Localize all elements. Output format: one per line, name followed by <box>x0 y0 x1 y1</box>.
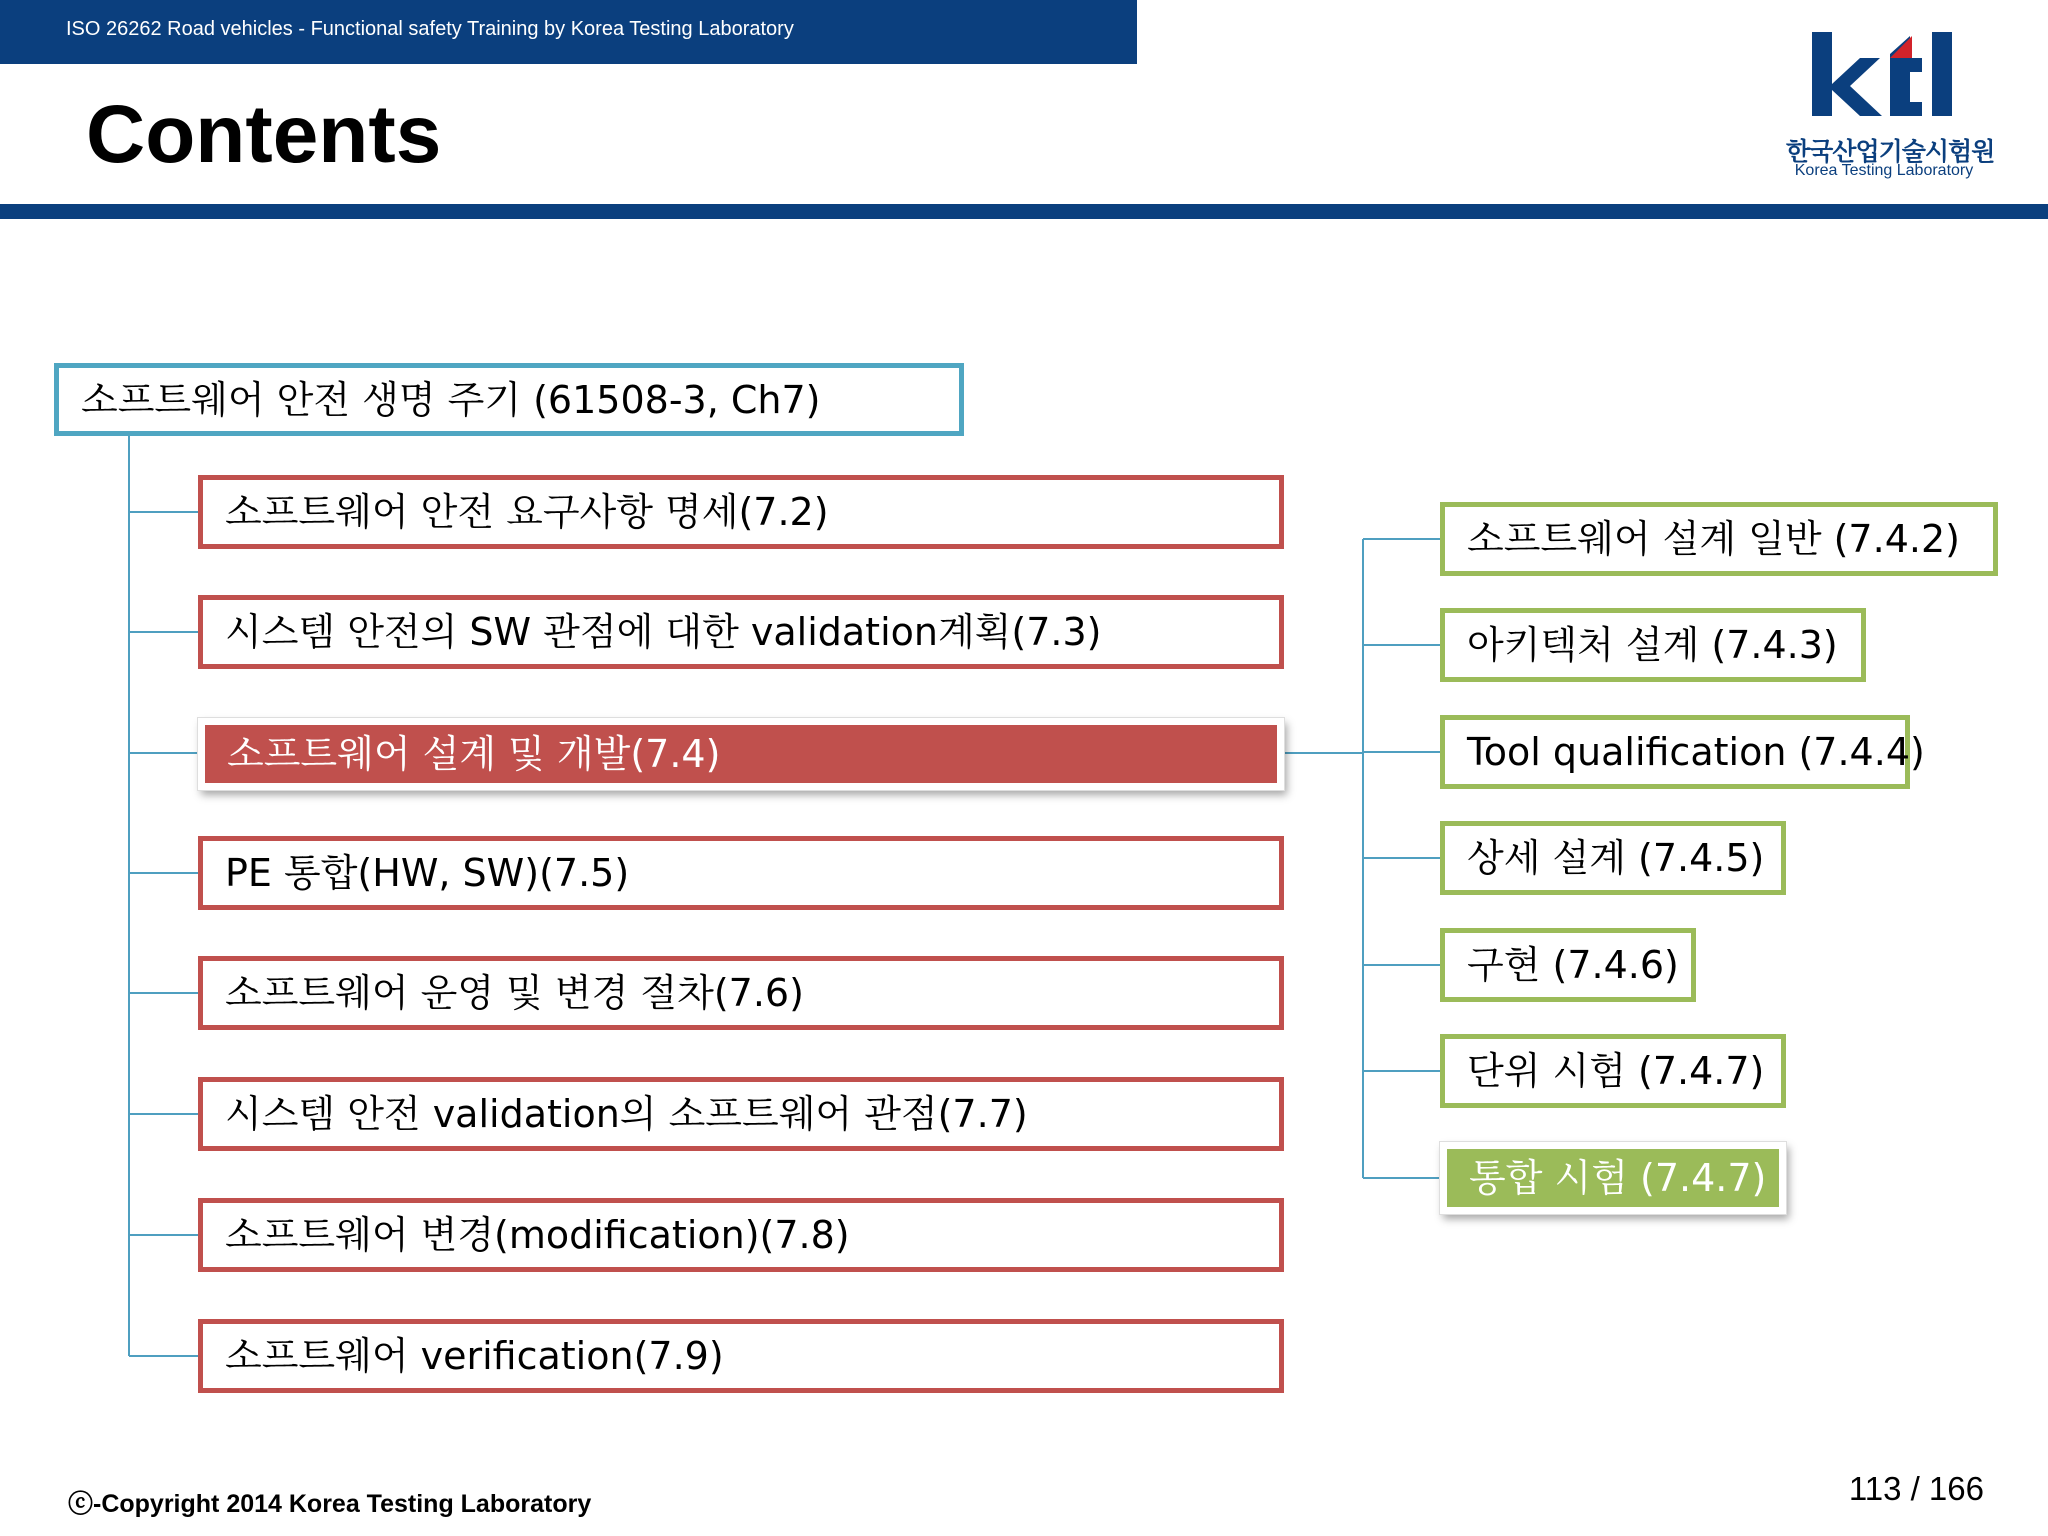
section-validation-plan: 시스템 안전의 SW 관점에 대한 validation계획(7.3) <box>198 595 1284 669</box>
footer-copyright: ⓒ-Copyright 2014 Korea Testing Laboratory <box>68 1490 592 1518</box>
subsection-tool-qualification: Tool qualification (7.4.4) <box>1440 715 1910 789</box>
logo-english-name: Korea Testing Laboratory <box>1794 162 1974 179</box>
section-design-development: 소프트웨어 설계 및 개발(7.4) <box>198 718 1284 790</box>
subsection-unit-test: 단위 시험 (7.4.7) <box>1440 1034 1786 1108</box>
subsection-architecture-design: 아키텍처 설계 (7.4.3) <box>1440 608 1866 682</box>
subsection-design-general: 소프트웨어 설계 일반 (7.4.2) <box>1440 502 1998 576</box>
page-number: 113 / 166 <box>1848 1470 1984 1507</box>
section-verification: 소프트웨어 verification(7.9) <box>198 1319 1284 1393</box>
subsection-implementation: 구현 (7.4.6) <box>1440 928 1696 1002</box>
section-pe-integration: PE 통합(HW, SW)(7.5) <box>198 836 1284 910</box>
logo-korean-name: 한국산업기술시험원 <box>1786 137 1995 166</box>
section-modification: 소프트웨어 변경(modification)(7.8) <box>198 1198 1284 1272</box>
page-title: Contents <box>86 89 442 180</box>
section-operation-change: 소프트웨어 운영 및 변경 절차(7.6) <box>198 956 1284 1030</box>
section-system-validation: 시스템 안전 validation의 소프트웨어 관점(7.7) <box>198 1077 1284 1151</box>
section-safety-requirements: 소프트웨어 안전 요구사항 명세(7.2) <box>198 475 1284 549</box>
tree-root-lifecycle: 소프트웨어 안전 생명 주기 (61508-3, Ch7) <box>54 363 964 436</box>
banner-text: ISO 26262 Road vehicles - Functional safety Training by Korea Testing Laboratory <box>66 18 794 40</box>
subsection-integration-test: 통합 시험 (7.4.7) <box>1440 1142 1786 1214</box>
subsection-detailed-design: 상세 설계 (7.4.5) <box>1440 821 1786 895</box>
